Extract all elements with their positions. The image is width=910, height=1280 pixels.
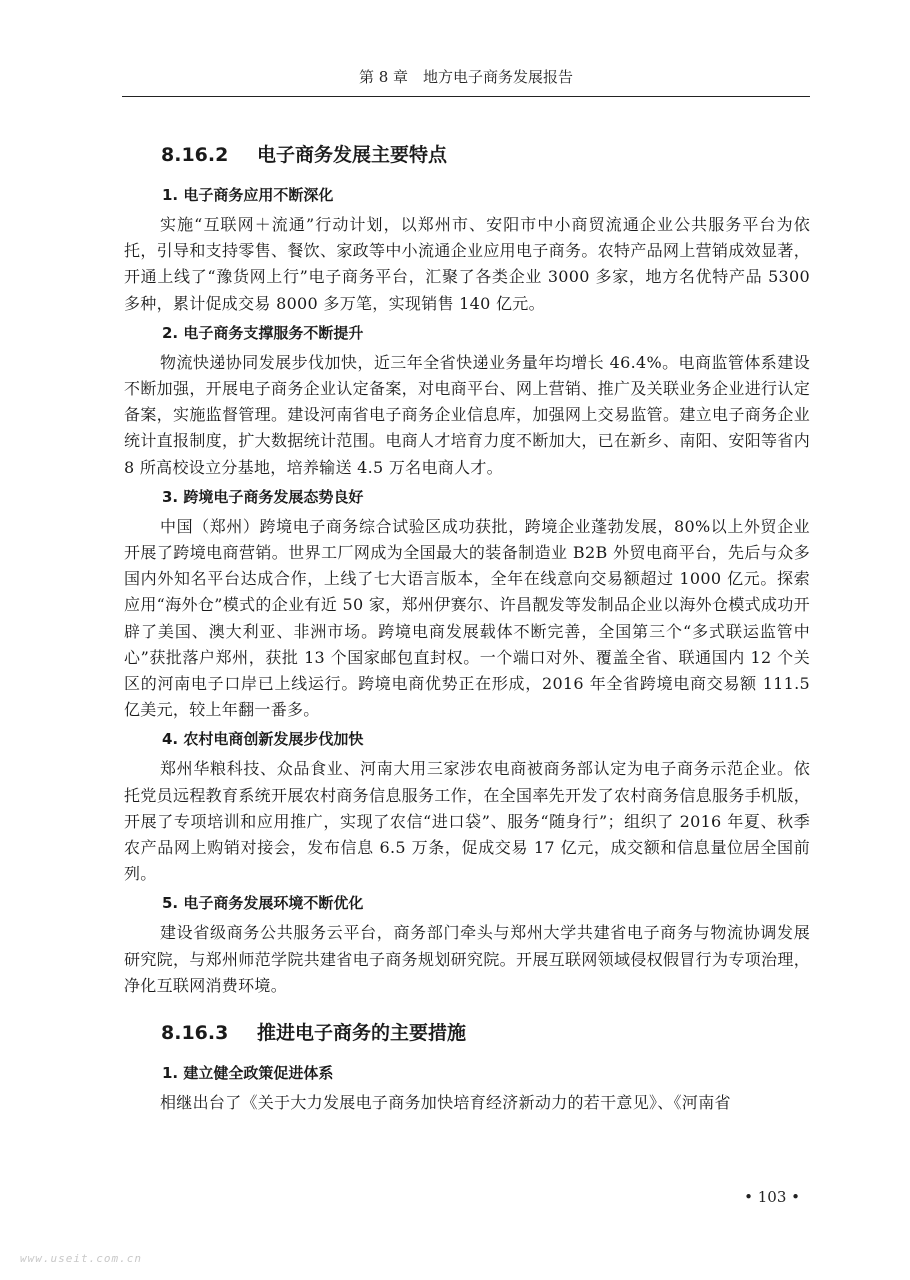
subsection-heading: 2. 电子商务支撑服务不断提升 — [162, 323, 364, 342]
section-heading-8-16-3 — [161, 1018, 810, 1048]
body-paragraph: 相继出台了《关于大力发展电子商务加快培育经济新动力的若干意见》、《河南省 — [160, 1093, 731, 1113]
site-watermark: www.useit.com.cn — [20, 1252, 142, 1265]
subsection-heading: 1. 电子商务应用不断深化 — [162, 186, 334, 204]
body-paragraph: 实施“互联网＋流通”行动计划，以郑州市、安阳市中小商贸流通企业公共服务平台为依托，引导和支持零售、餐饮、家政等中小流通企业应用电子商务。农特产品网上营销成效显著，开通上线了“豫货网上行”电子商务平台，汇聚了各类企业 3000 多家，地方名优特产品 5300 多种，累计促成交易 8000 多万笔，实现销售 140 亿元。 — [124, 215, 810, 313]
body-paragraph: 郑州华粮科技、众品食业、河南大用三家涉农电商被商务部认定为电子商务示范企业。依托党员远程教育系统开展农村商务信息服务工作，在全国率先开发了农村商务信息服务手机版，开展了专项培训和应用推广，实现了农信“进口袋”、服务“随身行”；组织了 2016 年夏、秋季农产品网上购销对接会，发布信息 6.5 万条，促成交易 17 亿元，成交额和信息量位居全国前列。 — [124, 759, 810, 884]
running-header — [122, 62, 810, 97]
section-number: 8.16.2 — [161, 144, 229, 166]
subsection-heading: 5. 电子商务发展环境不断优化 — [162, 894, 364, 913]
section-number: 8.16.3 — [161, 1022, 229, 1045]
body-paragraph: 物流快递协同发展步伐加快，近三年全省快递业务量年均增长 46.4%。电商监管体系建设不断加强，开展电子商务企业认定备案，对电商平台、网上营销、推广及关联业务企业进行认定备案，实施监督管理。建设河南省电子商务企业信息库，加强网上交易监管。建立电子商务企业统计直报制度，扩大数据统计范围。电商人才培育力度不断加大，已在新乡、南阳、安阳等省内 8 所高校设立分基地，培养输送 4.5 万名电商人才。 — [124, 352, 810, 477]
section-title-text: 推进电子商务的主要措施 — [257, 1022, 467, 1045]
subsection-heading: 1. 建立健全政策促进体系 — [162, 1064, 334, 1083]
page-number: • 103 • — [744, 1188, 800, 1206]
section-title-text: 电子商务发展主要特点 — [257, 144, 448, 166]
page-body — [124, 140, 810, 1119]
subsection-heading: 4. 农村电商创新发展步伐加快 — [162, 730, 364, 749]
body-paragraph: 中国（郑州）跨境电子商务综合试验区成功获批，跨境企业蓬勃发展，80%以上外贸企业开展了跨境电商营销。世界工厂网成为全国最大的装备制造业 B2B 外贸电商平台，先后与众多国内外知名平台达成合作，上线了七大语言版本，全年在线意向交易额超过 1000 亿元。探索应用“海外仓”模式的企业有近 50 家，郑州伊赛尔、许昌靓发等发制品企业以海外仓模式成功开辟了美国、澳大利亚、非洲市场。跨境电商发展载体不断完善，全国第三个“多式联运监管中心”获批落户郑州，获批 13 个国家邮包直封权。一个端口对外、覆盖全省、联通国内 12 个关区的河南电子口岸已上线运行。跨境电商优势正在形成，2016 年全省跨境电商交易额 111.5 亿美元，较上年翻一番多。 — [124, 516, 810, 720]
section-heading-8-16-2 — [161, 140, 810, 170]
subsection-heading: 3. 跨境电子商务发展态势良好 — [162, 487, 364, 506]
running-header-text: 第 8 章 地方电子商务发展报告 — [358, 68, 574, 86]
body-paragraph: 建设省级商务公共服务云平台，商务部门牵头与郑州大学共建省电子商务与物流协调发展研究院，与郑州师范学院共建省电子商务规划研究院。开展互联网领域侵权假冒行为专项治理，净化互联网消费环境。 — [124, 923, 810, 995]
